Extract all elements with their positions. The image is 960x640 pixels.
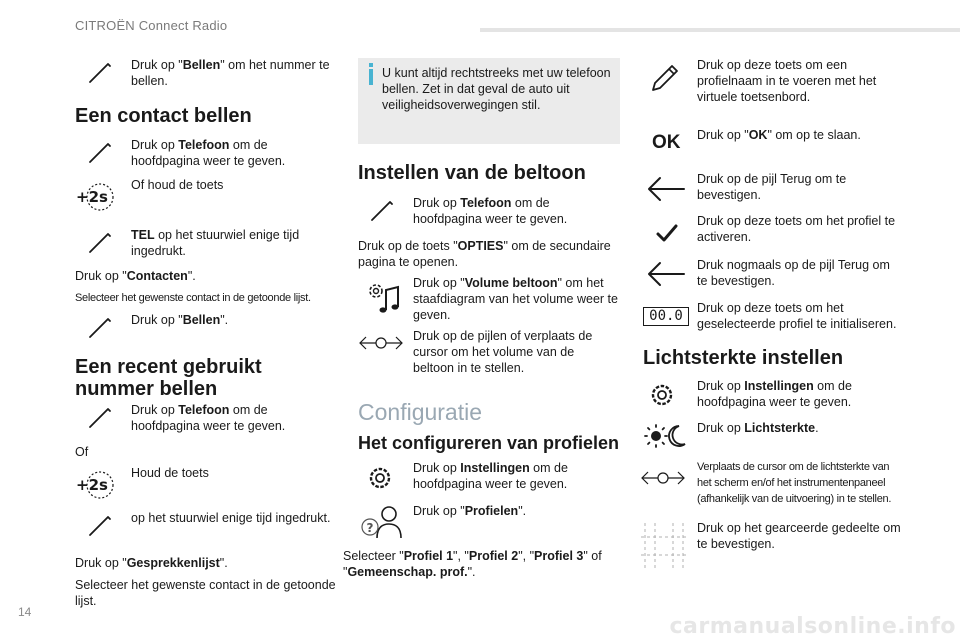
text-volume-beltoon: Druk op "Volume beltoon" om het staafdiagram van het volume weer te geven.	[413, 276, 618, 322]
reset-value-icon: 00.0	[643, 307, 689, 326]
heading-contact-bellen: Een contact bellen	[75, 105, 252, 127]
heading-beltoon: Instellen van de beltoon	[358, 162, 586, 184]
heading-configuratie: Configuratie	[358, 399, 483, 425]
hold-2s-icon: +2s	[74, 182, 118, 212]
text-cursor-lichtsterkte: Verplaats de cursor om de lichtsterkte van het scherm en/of het instrumentenpaneel (afhankelijk van de uitvoering) in te stellen.	[697, 461, 892, 505]
info-note-box	[358, 58, 620, 144]
text-selecteer-profiel: Selecteer "Profiel 1", "Profiel 2", "Profiel 3" of "Gemeenschap. prof.".	[343, 549, 602, 579]
settings-gear-icon	[649, 382, 675, 408]
ringtone-settings-icon	[364, 280, 404, 316]
text-of: Of	[75, 445, 89, 459]
text-telefoon-3: Druk op Telefoon om de hoofdpagina weer te geven.	[413, 196, 568, 226]
text-bellen-1: Druk op "Bellen" om het nummer te bellen.	[131, 58, 330, 88]
text-contacten: Druk op "Contacten".	[75, 269, 196, 283]
pencil-touch-icon	[370, 198, 394, 222]
text-profielnaam: Druk op deze toets om een profielnaam in te voeren met het virtuele toetsenbord.	[697, 58, 877, 104]
back-arrow-icon	[646, 175, 686, 203]
text-pijl-terug-2: Druk nogmaals op de pijl Terug om te bevestigen.	[697, 258, 890, 288]
info-icon-dot	[369, 63, 373, 67]
slider-arrows-icon	[358, 333, 404, 353]
page-number: 14	[18, 605, 32, 619]
text-houd-toets: Of houd de toets	[131, 178, 224, 192]
text-houd-toets-2: Houd de toets	[131, 466, 209, 480]
text-tel-stuurwiel: TEL op het stuurwiel enige tijd ingedrukt.	[131, 228, 300, 258]
info-note-text: U kunt altijd rechtstreeks met uw telefoon bellen. Zet in dat geval de auto uit veiligheidsoverwegingen stil.	[382, 66, 611, 112]
text-ok-opslaan: Druk op "OK" om op te slaan.	[697, 128, 861, 142]
heading-recent-nummer: Een recent gebruikt nummer bellen	[75, 356, 262, 400]
text-pijl-terug-1: Druk op de pijl Terug om te bevestigen.	[697, 172, 847, 202]
text-gearceerde-gedeelte: Druk op het gearceerde gedeelte om te bevestigen.	[697, 521, 901, 551]
header-divider	[480, 28, 960, 32]
heading-profielen: Het configureren van profielen	[358, 433, 620, 453]
text-selecteer-contact-2: Selecteer het gewenste contact in de getoonde lijst.	[75, 578, 336, 608]
pencil-touch-icon	[88, 60, 112, 84]
svg-text:carmanualsonline.info: carmanualsonline.info	[669, 614, 956, 638]
back-arrow-icon	[646, 260, 686, 288]
slider-arrows-icon	[640, 468, 686, 488]
heading-lichtsterkte: Lichtsterkte instellen	[643, 347, 844, 369]
pencil-edit-icon	[650, 63, 680, 93]
brightness-day-night-icon	[643, 423, 687, 449]
text-selecteer-contact-1: Selecteer het gewenste contact in de getoonde lijst.	[75, 292, 311, 304]
settings-gear-icon	[367, 465, 393, 491]
pencil-touch-icon	[88, 315, 112, 339]
hold-2s-icon: +2s	[74, 470, 118, 500]
pencil-touch-icon	[88, 513, 112, 537]
text-opties: Druk op de toets "OPTIES" om de secundaire pagina te openen.	[358, 239, 611, 269]
text-gesprekkenlijst: Druk op "Gesprekkenlijst".	[75, 556, 228, 570]
page-header-title: CITROËN Connect Radio	[75, 18, 228, 33]
text-bellen-2: Druk op "Bellen".	[131, 313, 229, 327]
pencil-touch-icon	[88, 230, 112, 254]
text-telefoon-2: Druk op Telefoon om de hoofdpagina weer te geven.	[131, 403, 286, 433]
hatched-area-icon	[641, 523, 687, 569]
text-instellingen-1: Druk op Instellingen om de hoofdpagina weer te geven.	[413, 461, 568, 491]
watermark-logo	[560, 612, 956, 638]
text-stuurwiel-ingedrukt: op het stuurwiel enige tijd ingedrukt.	[131, 511, 331, 525]
text-telefoon-1: Druk op Telefoon om de hoofdpagina weer te geven.	[131, 138, 286, 168]
text-pijlen-cursor: Druk op de pijlen of verplaats de cursor om het volume van de beltoon in te stellen.	[413, 329, 593, 375]
pencil-touch-icon	[88, 140, 112, 164]
ok-icon: OK	[652, 132, 681, 153]
profile-help-icon	[361, 505, 405, 539]
text-lichtsterkte: Druk op Lichtsterkte.	[697, 421, 819, 435]
pencil-touch-icon	[88, 405, 112, 429]
info-icon	[369, 69, 373, 85]
text-profiel-initialiseren: Druk op deze toets om het geselecteerde profiel te initialiseren.	[697, 301, 897, 331]
svg-text:?: ?	[366, 521, 374, 535]
text-instellingen-2: Druk op Instellingen om de hoofdpagina weer te geven.	[697, 379, 852, 409]
checkmark-icon	[655, 222, 679, 244]
text-profielen: Druk op "Profielen".	[413, 504, 527, 518]
text-profiel-activeren: Druk op deze toets om het profiel te activeren.	[697, 214, 896, 244]
